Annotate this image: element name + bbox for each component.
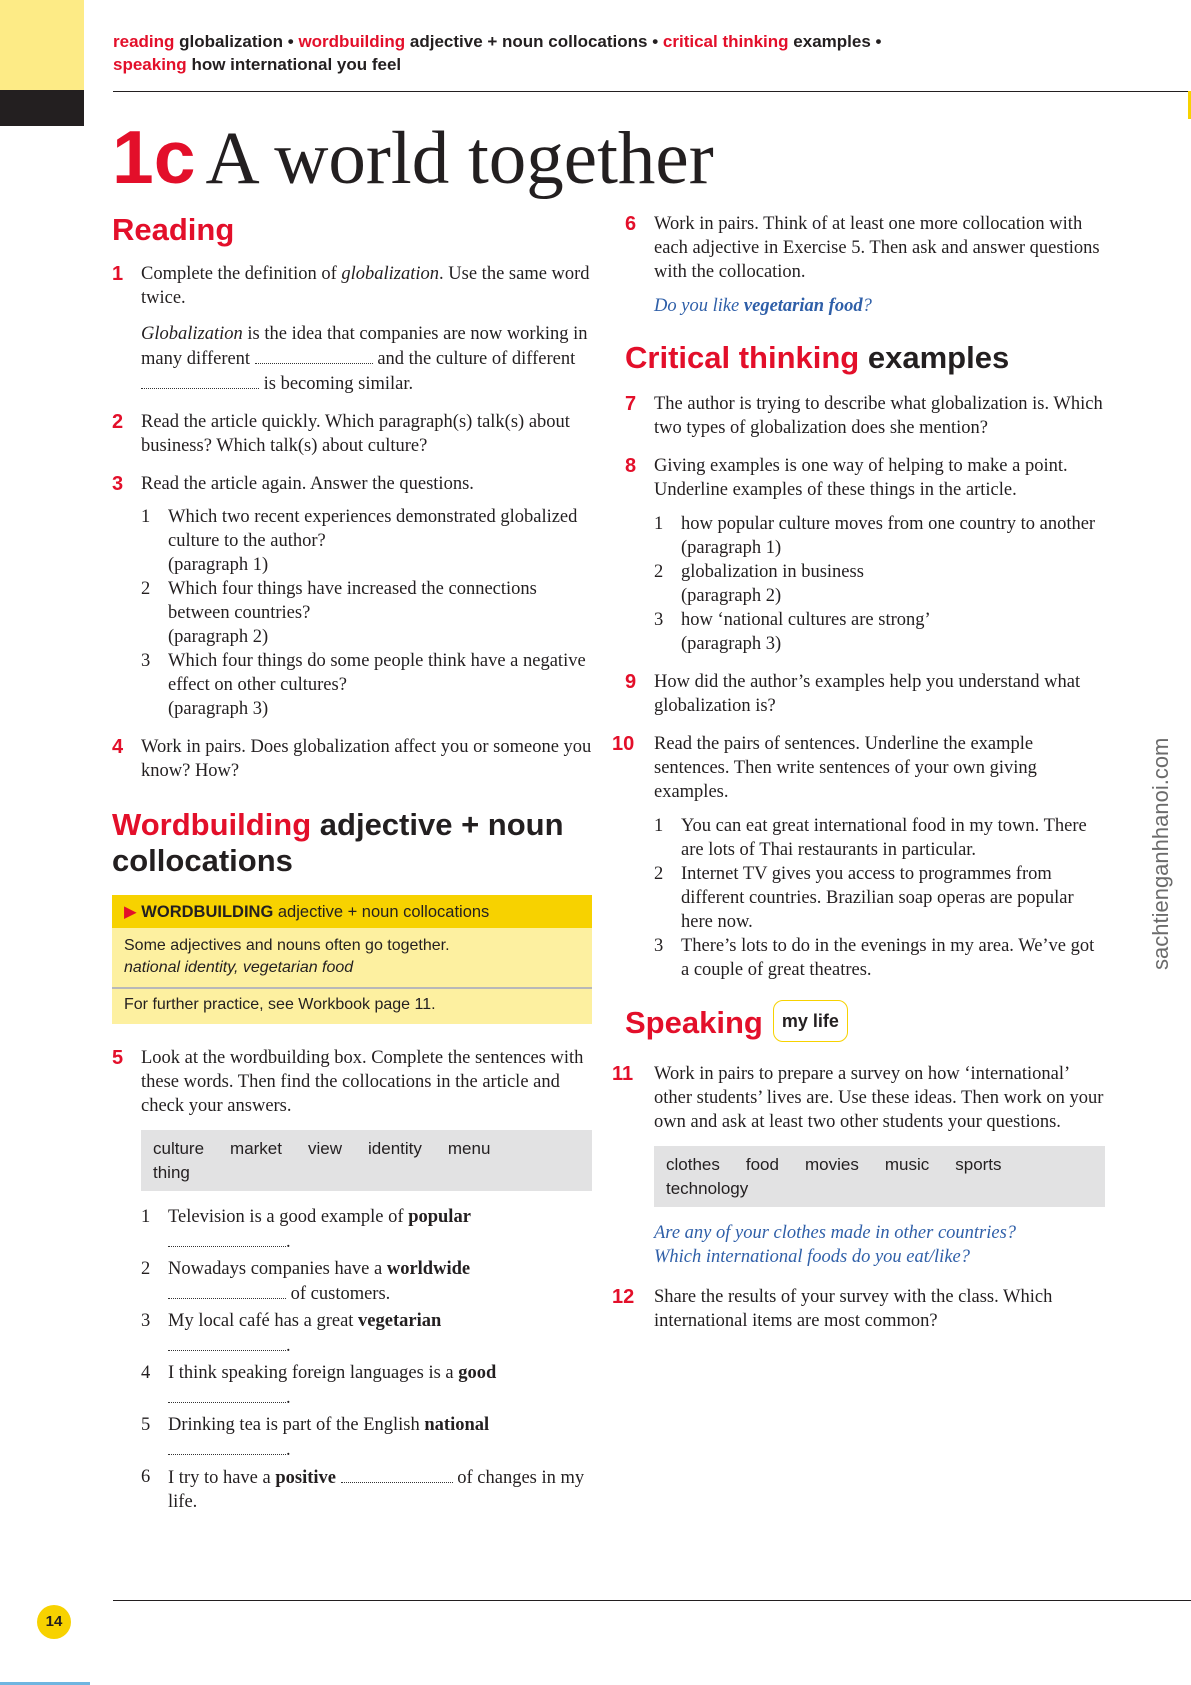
item-text: of customers. [286, 1284, 391, 1304]
section-heading-critical-thinking [625, 340, 1105, 376]
item-number: 1 [654, 816, 664, 836]
exercise-number: 10 [612, 733, 635, 755]
item-number: 3 [654, 610, 664, 630]
item-ref: (paragraph 2) [168, 627, 269, 647]
gap-blank[interactable] [341, 1465, 453, 1483]
gap-blank[interactable] [168, 1333, 286, 1351]
exercise-number: 3 [112, 473, 124, 495]
exercise-instruction: Giving examples is one way of helping to make a point. Underline examples of these things in the article. [654, 456, 1068, 500]
exercise-1 [112, 262, 592, 396]
heading-red-part: Wordbuilding [112, 807, 312, 842]
idea-option: food [745, 1155, 779, 1174]
exercise-instruction: How did the author’s examples help you understand what globalization is? [654, 672, 1081, 716]
box-body-text: Some adjectives and nouns often go together. [124, 937, 450, 954]
list-item [112, 1413, 592, 1462]
header-black-tab [0, 90, 84, 126]
list-item [625, 560, 1105, 608]
item-text: My local café has a great [168, 1311, 359, 1331]
item-ref: (paragraph 2) [681, 586, 782, 606]
ex5-sentences [112, 1205, 592, 1514]
item-text: Which four things do some people think have a negative effect on other cultures? [168, 651, 586, 695]
definition-text: is the idea that companies are now working in many different [141, 324, 588, 369]
gap-blank[interactable] [168, 1385, 286, 1403]
exercise-7 [625, 392, 1105, 440]
idea-option: movies [804, 1155, 859, 1174]
wordbuilding-box-header [112, 895, 592, 928]
topic-bullet: • [652, 32, 659, 51]
example-question: Which international foods do you eat/like? [654, 1247, 970, 1267]
exercise-instruction: Read the article again. Answer the questions. [141, 474, 474, 494]
list-item [112, 577, 592, 649]
exercise-12 [612, 1285, 1105, 1333]
word-option: view [308, 1139, 343, 1158]
idea-option: music [884, 1155, 930, 1174]
exercise-instruction: Read the pairs of sentences. Underline the example sentences. Then write sentences of your own giving examples. [654, 734, 1037, 802]
definition-term: Globalization [141, 324, 243, 344]
item-text: Nowadays companies have a [168, 1259, 387, 1279]
item-number: 2 [141, 1259, 151, 1279]
wordbuilding-box-body [112, 928, 592, 989]
ex10-items [625, 814, 1105, 982]
heading-dark-part: examples [867, 340, 1010, 375]
item-keyword: popular [408, 1207, 471, 1227]
exercise-6 [625, 212, 1105, 318]
header-yellow-tab [0, 0, 84, 90]
list-item [625, 814, 1105, 862]
list-item [112, 1465, 592, 1514]
idea-option: technology [666, 1179, 749, 1198]
left-column [112, 212, 592, 1514]
list-item [112, 1205, 592, 1254]
lesson-title: A world together [205, 117, 714, 200]
ex3-questions [112, 505, 592, 721]
gap-blank[interactable] [141, 371, 259, 389]
box-label-rest: adjective + noun collocations [277, 903, 490, 921]
ideas-box [654, 1146, 1105, 1207]
item-keyword: good [458, 1363, 497, 1383]
item-text: how popular culture moves from one country to another [681, 514, 1096, 534]
topic-bullet: • [287, 32, 294, 51]
list-item [625, 934, 1105, 982]
topic-text-wordbuilding: adjective + noun collocations [409, 32, 648, 51]
example-text: ? [862, 296, 872, 316]
item-text: how ‘national cultures are strong’ [681, 610, 931, 630]
item-number: 2 [141, 579, 151, 599]
item-ref: (paragraph 1) [168, 555, 269, 575]
ex1-instruction-part: . Use the same word twice. [141, 264, 590, 308]
my-life-badge: my life [773, 1000, 848, 1042]
exercise-8 [625, 454, 1105, 502]
item-text: . [286, 1440, 291, 1460]
exercise-number: 6 [625, 213, 637, 235]
section-heading-speaking [625, 1004, 1105, 1046]
ex11-examples [654, 1221, 1105, 1269]
exercise-instruction: The author is trying to describe what globalization is. Which two types of globalization does she mention? [654, 394, 1103, 438]
item-text: . [286, 1336, 291, 1356]
definition-text: and the culture of different [372, 349, 576, 369]
item-keyword: national [424, 1415, 490, 1435]
exercise-number: 2 [112, 411, 124, 433]
ex6-example [654, 294, 1105, 318]
word-option: market [230, 1139, 282, 1158]
topic-text-reading: globalization [179, 32, 284, 51]
idea-option: clothes [666, 1155, 720, 1174]
topic-key-critical-thinking: critical thinking [662, 32, 789, 51]
item-text: Drinking tea is part of the English [168, 1415, 425, 1435]
exercise-number: 7 [625, 393, 637, 415]
item-text: I think speaking foreign languages is a [168, 1363, 459, 1383]
word-option: culture [153, 1139, 205, 1158]
word-option: thing [153, 1163, 190, 1182]
item-text: Internet TV gives you access to programmes from different countries. Brazilian soap operas are popular here now. [681, 864, 1074, 932]
item-number: 2 [654, 864, 664, 884]
header-rule [113, 91, 1191, 92]
play-arrow-icon: ▶ [124, 903, 137, 921]
item-keyword: vegetarian [358, 1311, 442, 1331]
box-footnote: For further practice, see Workbook page 11. [112, 989, 592, 1024]
exercise-9 [625, 670, 1105, 718]
word-option: menu [447, 1139, 491, 1158]
exercise-number: 11 [612, 1063, 634, 1085]
item-text: You can eat great international food in my town. There are lots of Thai restaurants in particular. [681, 816, 1087, 860]
page-title [112, 112, 714, 204]
wordbuilding-box [112, 895, 592, 1024]
item-number: 6 [141, 1467, 151, 1487]
item-number: 1 [654, 514, 664, 534]
item-number: 5 [141, 1415, 151, 1435]
idea-option: sports [955, 1155, 1002, 1174]
lesson-number: 1c [112, 115, 196, 199]
item-text: Television is a good example of [168, 1207, 409, 1227]
item-number: 3 [141, 1311, 151, 1331]
example-text: Do you like [654, 296, 744, 316]
section-heading-reading: Reading [112, 212, 235, 247]
exercise-2 [112, 410, 592, 458]
topic-text-critical-thinking: examples [793, 32, 871, 51]
list-item [112, 1257, 592, 1306]
item-text: globalization in business [681, 562, 864, 582]
list-item [112, 1309, 592, 1358]
gap-blank[interactable] [168, 1281, 286, 1299]
footer-rule [113, 1600, 1191, 1601]
list-item [625, 862, 1105, 934]
topic-key-speaking: speaking [113, 55, 187, 74]
exercise-number: 12 [612, 1286, 635, 1308]
heading-dark-part: adjective + noun collocations [112, 807, 564, 878]
ex1-instruction-term: globalization [341, 264, 440, 284]
gap-blank[interactable] [168, 1437, 286, 1455]
exercise-instruction: Work in pairs to prepare a survey on how ‘international’ other students’ lives are. Use these ideas. Then work on your own and ask at least two other students your questions. [654, 1064, 1104, 1132]
example-keyword: vegetarian food [743, 296, 863, 316]
page-number: 14 [37, 1605, 71, 1639]
box-examples: national identity, vegetarian food [124, 959, 354, 976]
list-item [112, 649, 592, 721]
exercise-5 [112, 1046, 592, 1118]
item-number: 4 [141, 1363, 151, 1383]
exercise-4 [112, 735, 592, 783]
list-item [112, 505, 592, 577]
exercise-number: 5 [112, 1047, 124, 1069]
exercise-10 [612, 732, 1105, 804]
item-text: . [286, 1388, 291, 1408]
exercise-11 [612, 1062, 1105, 1134]
topic-bullet: • [875, 32, 882, 51]
exercise-number: 8 [625, 455, 637, 477]
item-text: of changes in my life. [168, 1468, 585, 1512]
example-question: Are any of your clothes made in other countries? [654, 1223, 1017, 1243]
exercise-number: 4 [112, 736, 124, 758]
heading-red-part: Critical thinking [625, 340, 860, 375]
definition-text: is becoming similar. [259, 374, 414, 394]
ex1-definition [141, 322, 592, 396]
exercise-instruction: Look at the wordbuilding box. Complete the sentences with these words. Then find the collocations in the article and check your answers. [141, 1048, 584, 1116]
exercise-3 [112, 472, 592, 496]
section-heading-wordbuilding [112, 807, 592, 879]
heading-red-part: Speaking [625, 1005, 763, 1041]
item-number: 2 [654, 562, 664, 582]
item-keyword: positive [275, 1468, 337, 1488]
exercise-instruction: Share the results of your survey with the class. Which international items are most common? [654, 1287, 1053, 1331]
word-box [141, 1130, 592, 1191]
exercise-number: 1 [112, 263, 124, 285]
ex1-instruction-part: Complete the definition of [141, 264, 342, 284]
right-column [612, 212, 1105, 1333]
exercise-instruction: Read the article quickly. Which paragraph(s) talk(s) about business? Which talk(s) about culture? [141, 412, 570, 456]
item-ref: (paragraph 3) [681, 634, 782, 654]
item-number: 1 [141, 507, 151, 527]
watermark-text: sachtienganhhanoi.com [1148, 737, 1173, 970]
topic-key-wordbuilding: wordbuilding [298, 32, 406, 51]
item-text: Which four things have increased the connections between countries? [168, 579, 537, 623]
item-text: . [286, 1232, 291, 1252]
gap-blank[interactable] [168, 1229, 286, 1247]
gap-blank[interactable] [255, 346, 373, 364]
topic-key-reading: reading [113, 32, 175, 51]
item-text: There’s lots to do in the evenings in my area. We’ve got a couple of great theatres. [681, 936, 1095, 980]
topic-bar [113, 30, 1013, 76]
word-option: identity [368, 1139, 422, 1158]
exercise-instruction: Work in pairs. Does globalization affect you or someone you know? How? [141, 737, 592, 781]
item-ref: (paragraph 1) [681, 538, 782, 558]
exercise-instruction: Work in pairs. Think of at least one more collocation with each adjective in Exercise 5. Then ask and answer questions with the collocation. [654, 214, 1100, 282]
item-number: 1 [141, 1207, 151, 1227]
list-item [112, 1361, 592, 1410]
item-number: 3 [141, 651, 151, 671]
list-item [625, 512, 1105, 560]
item-number: 3 [654, 936, 664, 956]
ex8-items [625, 512, 1105, 656]
item-text: I try to have a [168, 1468, 276, 1488]
exercise-number: 9 [625, 671, 637, 693]
list-item [625, 608, 1105, 656]
box-label: WORDBUILDING [141, 903, 274, 921]
item-ref: (paragraph 3) [168, 699, 269, 719]
item-text: Which two recent experiences demonstrated globalized culture to the author? [168, 507, 578, 551]
topic-text-speaking: how international you feel [191, 55, 402, 74]
item-keyword: worldwide [386, 1259, 471, 1279]
